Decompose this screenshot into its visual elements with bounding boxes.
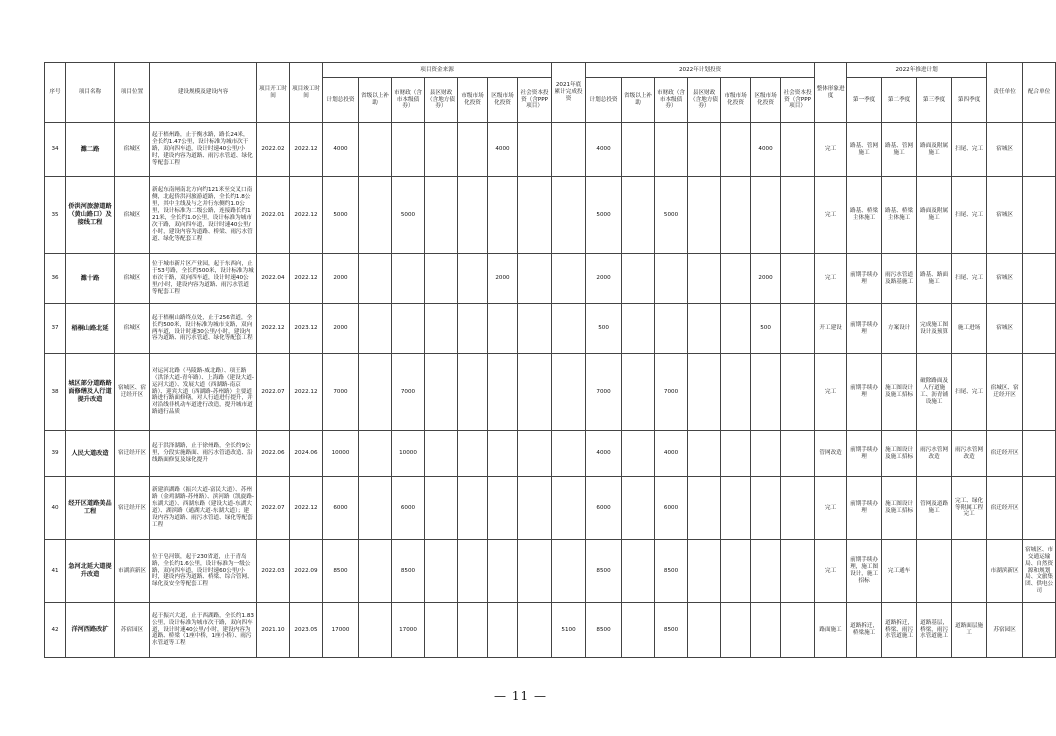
project-table (44, 62, 1056, 658)
cell-src-prov (359, 123, 392, 177)
cell-src-city: 5000 (392, 177, 425, 254)
cell-content: 新建滨湖路（振兴大道-富民大道）、苏州路（金鸡湖路-苏州路）、滨河路（凯旋路-东湖大道）、西湖东路（建设大道-东湖大道）、湖滨路（通湖大道-东湖大道）；建设内容为道路、雨污水管道、绿化等配套工程 (150, 477, 257, 540)
cell-src-city (392, 123, 425, 177)
cell-src-city: 17000 (392, 603, 425, 658)
header-location: 项目位置 (115, 63, 150, 123)
cell-src-social (518, 603, 552, 658)
cell-location: 宿城区 (115, 254, 150, 304)
cell-p-dmkt (751, 477, 781, 540)
cell-p-total: 7000 (586, 354, 622, 431)
header-src-district: 县区财政（含地方债券） (425, 78, 458, 123)
cell-src-prov (359, 603, 392, 658)
cell-q4 (952, 540, 987, 603)
page-number: — 11 — (494, 689, 547, 703)
cell-overall: 完工 (815, 177, 847, 254)
cell-coop (1023, 354, 1056, 431)
cell-p-city: 8500 (655, 540, 688, 603)
cell-p-social (781, 177, 815, 254)
cell-p-dist (688, 540, 721, 603)
cell-start: 2022.07 (257, 477, 290, 540)
cell-q4: 扫尾、完工 (952, 254, 987, 304)
cell-q1: 路基、管网施工 (847, 123, 882, 177)
cell-q1: 前期手续办理 (847, 431, 882, 477)
header-plan-district: 县区财政（含地方债券） (688, 78, 721, 123)
cell-overall: 开工建设 (815, 304, 847, 354)
cell-q2: 雨污水管道及路基施工 (882, 254, 917, 304)
cell-name: 人民大道改造 (66, 431, 115, 477)
cell-p-social (781, 354, 815, 431)
cell-src-cmkt (458, 477, 488, 540)
header-q1: 第一季度 (847, 78, 882, 123)
cell-src-prov (359, 254, 392, 304)
cell-q1: 前期手续办理 (847, 354, 882, 431)
cell-p-dmkt: 500 (751, 304, 781, 354)
cell-p-social (781, 123, 815, 177)
cell-q1: 道路拆迁，桥梁施工 (847, 603, 882, 658)
cell-q2: 路基、管网施工 (882, 123, 917, 177)
cell-src-dist (425, 540, 458, 603)
cell-coop (1023, 431, 1056, 477)
cell-end: 2023.05 (290, 603, 323, 658)
cell-seq: 37 (45, 304, 66, 354)
cell-q3 (917, 540, 952, 603)
cell-src-social (518, 431, 552, 477)
cell-before (552, 354, 586, 431)
header-q3: 第三季度 (917, 78, 952, 123)
cell-content: 位于城市新片区产业园，起于东西向，止于53号路，全长约500米，设计标准为城市次干路，双向四车道，设计时速40公里/小时，建设内容为道路、雨污水管道等配套工程 (150, 254, 257, 304)
cell-src-dist (425, 603, 458, 658)
cell-p-prov (622, 254, 655, 304)
header-coop: 配合单位 (1023, 63, 1056, 123)
cell-q4: 施工进场 (952, 304, 987, 354)
cell-before (552, 540, 586, 603)
cell-src-cmkt (458, 354, 488, 431)
cell-q4: 道路面层施工 (952, 603, 987, 658)
cell-src-city: 8500 (392, 540, 425, 603)
cell-src-dmkt: 4000 (488, 123, 518, 177)
table-row (45, 177, 1056, 254)
header-q4: 第四季度 (952, 78, 987, 123)
cell-p-dist (688, 477, 721, 540)
cell-content: 起于梧桐山路终点处，止于256省道，全长约500米，设计标准为城市支路，双向两车道，设计时速30公里/小时，建设内容为道路、雨污水管道、绿化等配套工程 (150, 304, 257, 354)
cell-src-total: 8500 (323, 540, 359, 603)
cell-p-total: 5000 (586, 177, 622, 254)
header-src-social: 社会资本投资（含PPP项目） (518, 78, 552, 123)
cell-p-city: 5000 (655, 177, 688, 254)
cell-src-prov (359, 304, 392, 354)
cell-q3: 破除路面及人行道施工、沥青铺设施工 (917, 354, 952, 431)
cell-p-cmkt (721, 177, 751, 254)
cell-src-total: 17000 (323, 603, 359, 658)
cell-src-prov (359, 540, 392, 603)
cell-src-total: 7000 (323, 354, 359, 431)
cell-coop (1023, 123, 1056, 177)
cell-src-cmkt (458, 177, 488, 254)
cell-coop (1023, 177, 1056, 254)
cell-p-prov (622, 603, 655, 658)
cell-p-city: 6000 (655, 477, 688, 540)
cell-src-social (518, 477, 552, 540)
cell-p-prov (622, 304, 655, 354)
header-plan-social: 社会资本投资（含PPP项目） (781, 78, 815, 123)
cell-resp: 苏宿园区 (987, 603, 1023, 658)
cell-p-city (655, 254, 688, 304)
cell-src-dmkt: 2000 (488, 254, 518, 304)
cell-p-dist (688, 304, 721, 354)
header-src-city-mkt: 市级市场化投资 (458, 78, 488, 123)
cell-start: 2022.02 (257, 123, 290, 177)
cell-name: 城区部分道路路面修缮及人行道提升改造 (66, 354, 115, 431)
cell-p-dist (688, 123, 721, 177)
cell-content: 起于梧州路，止于衡水路，路长24米，全长约1.47公里，设计标准为城市次干路，双向四车道，设计时速40公里/小时，建设内容为道路、雨污水管道、绿化等配套工程 (150, 123, 257, 177)
cell-q1: 路基、桥梁主体施工 (847, 177, 882, 254)
table-row (45, 354, 1056, 431)
table-row (45, 540, 1056, 603)
cell-end: 2023.12 (290, 304, 323, 354)
cell-before (552, 123, 586, 177)
cell-src-social (518, 123, 552, 177)
cell-src-dist (425, 304, 458, 354)
cell-p-cmkt (721, 123, 751, 177)
cell-p-total: 6000 (586, 477, 622, 540)
cell-q1: 前期手续办理 (847, 477, 882, 540)
cell-src-city (392, 304, 425, 354)
cell-q4: 扫尾、完工 (952, 177, 987, 254)
cell-p-social (781, 254, 815, 304)
header-plan-total: 计划总投资 (586, 78, 622, 123)
cell-seq: 34 (45, 123, 66, 177)
cell-q2: 道路拆迁，桥梁、雨污水管道施工 (882, 603, 917, 658)
cell-q3: 雨污水管网改造 (917, 431, 952, 477)
cell-p-total: 4000 (586, 123, 622, 177)
cell-q3: 完成施工图设计及预算 (917, 304, 952, 354)
cell-src-social (518, 304, 552, 354)
cell-src-prov (359, 354, 392, 431)
cell-src-dist (425, 177, 458, 254)
cell-location: 苏宿园区 (115, 603, 150, 658)
cell-q3: 管网及道路施工 (917, 477, 952, 540)
cell-name: 濉二路 (66, 123, 115, 177)
cell-p-social (781, 431, 815, 477)
cell-src-dmkt (488, 431, 518, 477)
cell-src-total: 6000 (323, 477, 359, 540)
header-source-group: 项目资金来源 (323, 63, 552, 78)
cell-name: 洋河西路改扩 (66, 603, 115, 658)
cell-start: 2021.10 (257, 603, 290, 658)
cell-content: 对运河北路（马陵路-威北路）、项王路（洪泽大道-青年路）、上海路（建设大道-运河大道）、发展大道（西湖路-南京路）、迎宾大道（西湖路-苏州路）主要道路进行路面修缮，对人行道进行提升，并对沿线非机动车道进行改造，提升城市道路通行品质 (150, 354, 257, 431)
cell-seq: 36 (45, 254, 66, 304)
cell-overall: 完工 (815, 354, 847, 431)
cell-before: 5100 (552, 603, 586, 658)
header-q2: 第二季度 (882, 78, 917, 123)
cell-q4: 完工、绿化等附属工程完工 (952, 477, 987, 540)
cell-start: 2022.06 (257, 431, 290, 477)
header-plan-district-mkt: 区级市场化投资 (751, 78, 781, 123)
header-src-city: 市财政（含市本级债券） (392, 78, 425, 123)
cell-p-prov (622, 540, 655, 603)
cell-overall: 完工 (815, 123, 847, 177)
cell-p-total: 500 (586, 304, 622, 354)
cell-p-dmkt (751, 431, 781, 477)
cell-p-dmkt: 4000 (751, 123, 781, 177)
cell-location: 宿城区 (115, 304, 150, 354)
cell-resp: 宿城区、宿迁经开区 (987, 354, 1023, 431)
cell-p-dist (688, 431, 721, 477)
cell-p-city: 4000 (655, 431, 688, 477)
cell-seq: 38 (45, 354, 66, 431)
cell-q2: 路基、桥梁主体施工 (882, 177, 917, 254)
cell-p-cmkt (721, 477, 751, 540)
table-row (45, 254, 1056, 304)
header-plan-city: 市财政（含市本级债券） (655, 78, 688, 123)
cell-before (552, 477, 586, 540)
cell-src-total: 10000 (323, 431, 359, 477)
cell-end: 2022.12 (290, 254, 323, 304)
cell-before (552, 177, 586, 254)
header-content: 建设规模及建设内容 (150, 63, 257, 123)
cell-name: 濉十路 (66, 254, 115, 304)
cell-src-city: 10000 (392, 431, 425, 477)
cell-src-total: 2000 (323, 254, 359, 304)
header-plan-city-mkt: 市级市场化投资 (721, 78, 751, 123)
cell-coop (1023, 254, 1056, 304)
cell-name: 经开区道路美品工程 (66, 477, 115, 540)
cell-content: 新起东南闸南北方向约121米至交叉口南侧，北起侨洪河旅游道路，全长约1.8公里，其中主线及与之并行东侧约1.0公里，设计标准为二级公路，连接路长约121米，全长约1.0公里，设计标准为城市次干路，双向四车道，设计时速40公里/小时，建设内容为道路、桥梁、雨污水管道、绿化等配套工程 (150, 177, 257, 254)
cell-start: 2022.01 (257, 177, 290, 254)
cell-resp: 宿迁经开区 (987, 431, 1023, 477)
cell-q3: 路面及附属施工 (917, 177, 952, 254)
cell-src-social (518, 540, 552, 603)
cell-name: 急河北延大道提升改造 (66, 540, 115, 603)
cell-p-social (781, 603, 815, 658)
header-src-province: 省级以上补助 (359, 78, 392, 123)
cell-p-cmkt (721, 304, 751, 354)
cell-p-total: 2000 (586, 254, 622, 304)
cell-p-cmkt (721, 431, 751, 477)
cell-start: 2022.04 (257, 254, 290, 304)
cell-src-social (518, 354, 552, 431)
cell-seq: 35 (45, 177, 66, 254)
cell-p-dist (688, 354, 721, 431)
cell-q4: 扫尾、完工 (952, 123, 987, 177)
cell-src-dist (425, 123, 458, 177)
cell-src-dist (425, 477, 458, 540)
cell-src-cmkt (458, 304, 488, 354)
table-row (45, 123, 1056, 177)
cell-src-cmkt (458, 254, 488, 304)
cell-src-social (518, 254, 552, 304)
cell-p-prov (622, 354, 655, 431)
cell-end: 2022.12 (290, 177, 323, 254)
cell-q1: 前期手续办理 (847, 304, 882, 354)
cell-src-city: 6000 (392, 477, 425, 540)
cell-src-prov (359, 477, 392, 540)
cell-src-prov (359, 431, 392, 477)
header-progress-group: 2022年推进计划 (847, 63, 987, 78)
cell-resp: 市湖滨新区 (987, 540, 1023, 603)
cell-before (552, 431, 586, 477)
table-row (45, 304, 1056, 354)
project-table-sheet (44, 62, 1054, 658)
table-row (45, 603, 1056, 658)
cell-content: 起于洪泽湖路，止于徐州路，全长约9公里，分段实施路面、雨污水管道改造、沿线路面修复及绿化提升 (150, 431, 257, 477)
cell-location: 市湖滨新区 (115, 540, 150, 603)
cell-location: 宿迁经开区 (115, 477, 150, 540)
cell-resp: 宿城区 (987, 177, 1023, 254)
cell-p-city (655, 123, 688, 177)
cell-p-prov (622, 431, 655, 477)
cell-p-total: 8500 (586, 540, 622, 603)
cell-p-cmkt (721, 603, 751, 658)
cell-end: 2022.12 (290, 354, 323, 431)
cell-src-total: 4000 (323, 123, 359, 177)
cell-q2: 施工图设计及施工招标 (882, 477, 917, 540)
cell-src-dist (425, 354, 458, 431)
cell-src-dmkt (488, 540, 518, 603)
cell-q1: 前期手续办理，施工图设计，施工招标 (847, 540, 882, 603)
cell-q3: 道路基层，桥梁，雨污水管道施工 (917, 603, 952, 658)
cell-p-cmkt (721, 254, 751, 304)
cell-seq: 41 (45, 540, 66, 603)
cell-p-total: 4000 (586, 431, 622, 477)
cell-src-total: 5000 (323, 177, 359, 254)
cell-src-dmkt (488, 177, 518, 254)
cell-location: 宿城区 (115, 123, 150, 177)
cell-before (552, 254, 586, 304)
header-plan2022-group: 2022年计划投资 (586, 63, 815, 78)
cell-seq: 40 (45, 477, 66, 540)
cell-q3: 路面及附属施工 (917, 123, 952, 177)
cell-p-total: 8500 (586, 603, 622, 658)
cell-src-city: 7000 (392, 354, 425, 431)
cell-src-dist (425, 431, 458, 477)
cell-src-dmkt (488, 477, 518, 540)
cell-q2: 方案设计 (882, 304, 917, 354)
cell-before (552, 304, 586, 354)
cell-p-dmkt (751, 540, 781, 603)
cell-src-dist (425, 254, 458, 304)
cell-overall: 完工 (815, 477, 847, 540)
cell-overall: 完工 (815, 254, 847, 304)
cell-location: 宿城区、宿迁经开区 (115, 354, 150, 431)
cell-resp: 宿迁经开区 (987, 477, 1023, 540)
header-plan-province: 省级以上补助 (622, 78, 655, 123)
header-before-2021: 2021年底累计完成投资 (552, 63, 586, 123)
cell-seq: 39 (45, 431, 66, 477)
header-overall: 整体形象进度 (815, 63, 847, 123)
cell-content: 位于皂河镇，起于230省道，止于青岛路，全长约1.6公里，设计标准为一级公路，双向四车道，设计时速60公里/小时，建设内容为道路、桥梁、综合管网、绿化及安全等配套工程 (150, 540, 257, 603)
cell-location: 宿迁经开区 (115, 431, 150, 477)
cell-overall: 完工 (815, 540, 847, 603)
cell-src-prov (359, 177, 392, 254)
cell-src-city (392, 254, 425, 304)
cell-p-city: 8500 (655, 603, 688, 658)
cell-resp: 宿城区 (987, 304, 1023, 354)
cell-src-cmkt (458, 540, 488, 603)
cell-coop (1023, 477, 1056, 540)
cell-start: 2022.03 (257, 540, 290, 603)
cell-p-dmkt (751, 354, 781, 431)
cell-location: 宿城区 (115, 177, 150, 254)
cell-coop (1023, 603, 1056, 658)
cell-end: 2024.06 (290, 431, 323, 477)
cell-src-cmkt (458, 431, 488, 477)
cell-q4: 雨污水管网改造 (952, 431, 987, 477)
cell-name: 侨洪河旅游道路（黄山路口）及接线工程 (66, 177, 115, 254)
cell-p-city (655, 304, 688, 354)
cell-src-dmkt (488, 304, 518, 354)
cell-q2: 施工图设计及施工招标 (882, 354, 917, 431)
header-name: 项目名称 (66, 63, 115, 123)
cell-p-social (781, 477, 815, 540)
cell-start: 2022.07 (257, 354, 290, 431)
cell-p-prov (622, 177, 655, 254)
cell-p-dist (688, 177, 721, 254)
cell-overall: 管网改造 (815, 431, 847, 477)
cell-src-dmkt (488, 603, 518, 658)
cell-src-total: 2000 (323, 304, 359, 354)
cell-p-dmkt: 2000 (751, 254, 781, 304)
cell-p-city: 7000 (655, 354, 688, 431)
cell-content: 起于振兴大道，止于西湖路，全长约1.83公里，设计标准为城市次干路，双向四车道，设计时速40公里/小时，建设内容为道路、桥梁（1座中桥，1座小桥）、雨污水管道等工程 (150, 603, 257, 658)
cell-q3: 路基、路面施工 (917, 254, 952, 304)
cell-resp: 宿城区 (987, 254, 1023, 304)
header-resp: 责任单位 (987, 63, 1023, 123)
table-row (45, 431, 1056, 477)
header-src-district-mkt: 区级市场化投资 (488, 78, 518, 123)
cell-p-cmkt (721, 354, 751, 431)
cell-coop: 宿城区、市交通运输局、自然资源和规划局、文旅集团、供电公司 (1023, 540, 1056, 603)
cell-src-dmkt (488, 354, 518, 431)
cell-src-social (518, 177, 552, 254)
cell-overall: 路面施工 (815, 603, 847, 658)
cell-p-prov (622, 477, 655, 540)
header-src-total: 计划总投资 (323, 78, 359, 123)
cell-p-social (781, 304, 815, 354)
cell-p-dmkt (751, 603, 781, 658)
cell-name: 梧桐山路北延 (66, 304, 115, 354)
cell-p-dmkt (751, 177, 781, 254)
cell-p-prov (622, 123, 655, 177)
cell-end: 2022.09 (290, 540, 323, 603)
cell-seq: 42 (45, 603, 66, 658)
header-seq: 序号 (45, 63, 66, 123)
cell-start: 2022.12 (257, 304, 290, 354)
cell-end: 2022.12 (290, 123, 323, 177)
cell-q4: 扫尾、完工 (952, 354, 987, 431)
cell-resp: 宿城区 (987, 123, 1023, 177)
header-end: 项目竣工时间 (290, 63, 323, 123)
table-row (45, 477, 1056, 540)
cell-p-social (781, 540, 815, 603)
cell-coop (1023, 304, 1056, 354)
cell-src-cmkt (458, 123, 488, 177)
cell-q2: 施工图设计及施工招标 (882, 431, 917, 477)
cell-p-dist (688, 254, 721, 304)
cell-end: 2022.12 (290, 477, 323, 540)
cell-p-dist (688, 603, 721, 658)
table-body (45, 123, 1056, 658)
cell-q2: 完工通车 (882, 540, 917, 603)
cell-p-cmkt (721, 540, 751, 603)
header-start: 项目开工时间 (257, 63, 290, 123)
cell-src-cmkt (458, 603, 488, 658)
cell-q1: 前期手续办理 (847, 254, 882, 304)
